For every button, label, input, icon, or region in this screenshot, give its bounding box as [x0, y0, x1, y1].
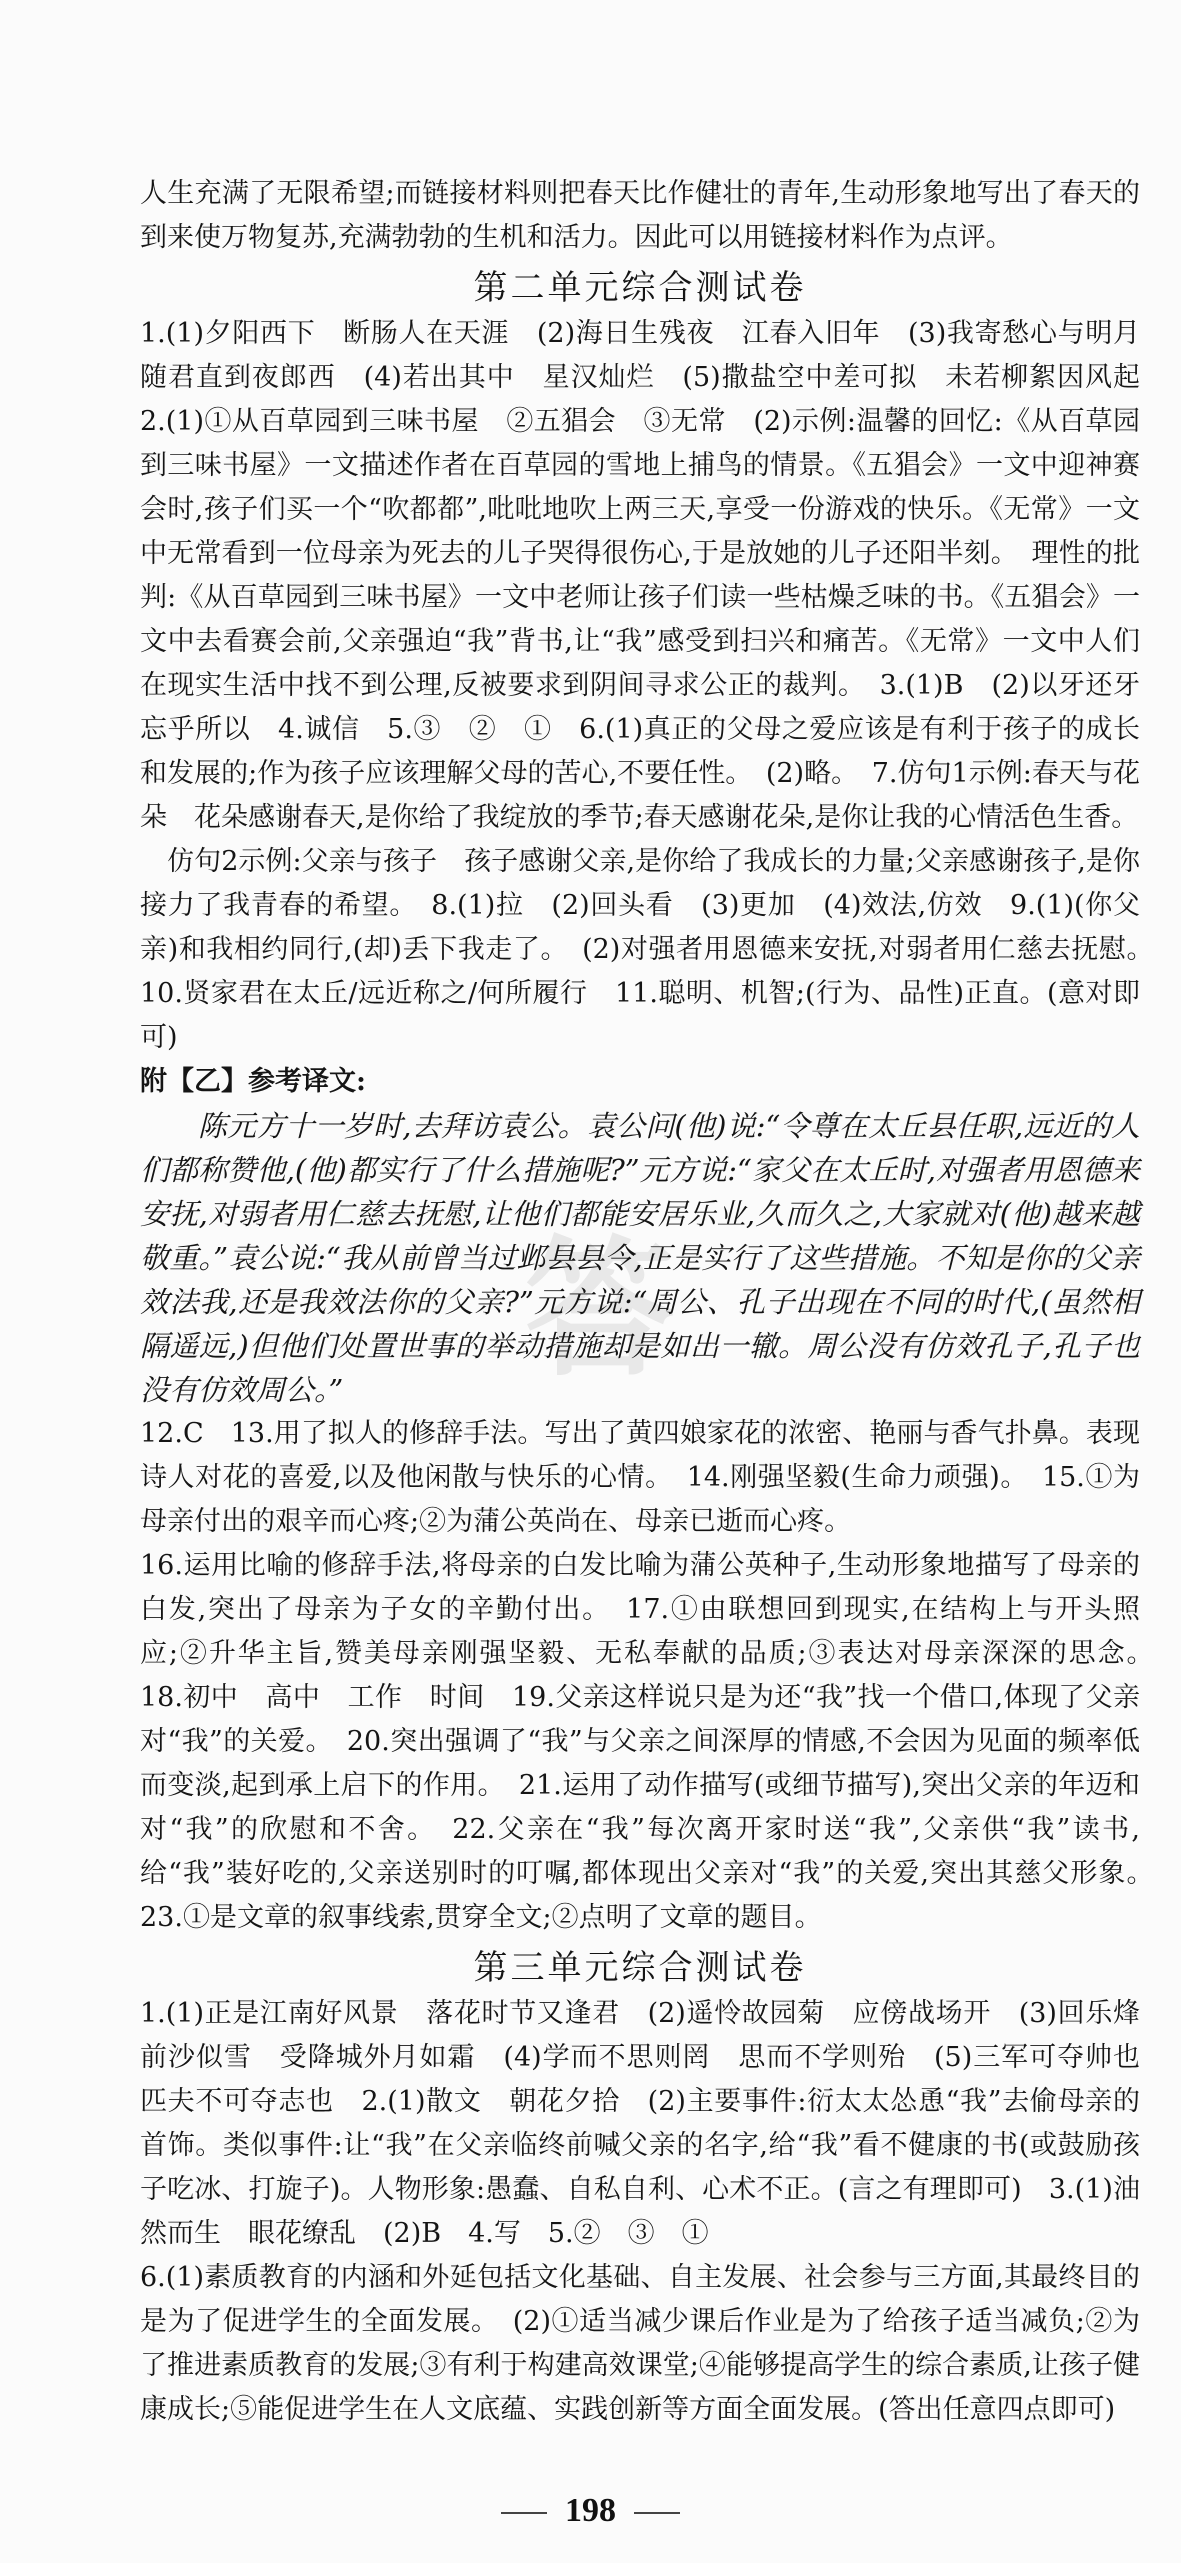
watermark-logo: 答 [524, 1223, 675, 1397]
text-column [140, 172, 1167, 2432]
translation-label: 附【乙】参考译文: [140, 1066, 366, 1097]
paragraph-intro: 人生充满了无限希望;而链接材料则把春天比作健壮的青年,生动形象地写出了春天的到来使万物复苏,充满勃勃的生机和活力。因此可以用链接材料作为点评。 [140, 178, 1140, 253]
unit3-title: 第三单元综合测试卷 [473, 1948, 807, 1988]
unit2-answers-4: 16.运用比喻的修辞手法,将母亲的白发比喻为蒲公英种子,生动形象地描写了母亲的白发,突出了母亲为子女的辛勤付出。 17.①由联想回到现实,在结构上与开头照应;②升华主旨,赞美母亲刚强坚毅、无私奉献的品质;③表达对母亲深深的思念。 18.初中 高中 工作 时间 19.父亲这样说只是为还“我”找一个借口,体现了父亲对“我”的关爱。 20.突出强调了“我”与父亲之间深厚的情感,不会因为见面的频率低而变淡,起到承上启下的作用。 21.运用了动作描写(或细节描写),突出父亲的年迈和对“我”的欣慰和不舍。 22.父亲在“我”每次离开家时送“我”,父亲供“我”读书,给“我”装好吃的,父亲送别时的叮嘱,都体现出父亲对“我”的关爱,突出其慈父形象。 23.①是文章的叙事线索,贯穿全文;②点明了文章的题目。 [140, 1550, 1167, 1933]
unit2-answers-2: 仿句2示例:父亲与孩子 孩子感谢父亲,是你给了我成长的力量;父亲感谢孩子,是你接力了我青春的希望。 8.(1)拉 (2)回头看 (3)更加 (4)效法,仿效 9.(1)(你父亲)和我相约同行,(却)丢下我走了。 (2)对强者用恩德来安抚,对弱者用仁慈去抚慰。 10.贤家君在太丘/远近称之/何所履行 11.聪明、机智;(行为、品性)正直。(意对即可) [140, 846, 1167, 1053]
unit2-title: 第二单元综合测试卷 [473, 268, 807, 308]
unit3-answers-2: 6.(1)素质教育的内涵和外延包括文化基础、自主发展、社会参与三方面,其最终目的是为了促进学生的全面发展。 (2)①适当减少课后作业是为了给孩子适当减负;②为了推进素质教育的发展;③有利于构建高效课堂;④能够提高学生的综合素质,让孩子健康成长;⑤能促进学生在人文底蕴、实践创新等方面全面发展。(答出任意四点即可) [140, 2262, 1140, 2425]
unit2-answers-1: 1.(1)夕阳西下 断肠人在天涯 (2)海日生残夜 江春入旧年 (3)我寄愁心与明月 随君直到夜郎西 (4)若出其中 星汉灿烂 (5)撒盐空中差可拟 未若柳絮因风起 2.(1)①从百草园到三味书屋 ②五猖会 ③无常 (2)示例:温馨的回忆:《从百草园到三味书屋》一文描述作者在百草园的雪地上捕鸟的情景。《五猖会》一文中迎神赛会时,孩子们买一个“吹都都”,吡吡地吹上两三天,享受一份游戏的快乐。《无常》一文中无常看到一位母亲为死去的儿子哭得很伤心,于是放她的儿子还阳半刻。 理性的批判:《从百草园到三味书屋》一文中老师让孩子们读一些枯燥乏味的书。《五猖会》一文中去看赛会前,父亲强迫“我”背书,让“我”感受到扫兴和痛苦。《无常》一文中人们在现实生活中找不到公理,反被要求到阴间寻求公正的裁判。 3.(1)B (2)以牙还牙 忘乎所以 4.诚信 5.③ ② ① 6.(1)真正的父母之爱应该是有利于孩子的成长和发展的;作为孩子应该理解父母的苦心,不要任性。 (2)略。 7.仿句1示例:春天与花朵 花朵感谢春天,是你给了我绽放的季节;春天感谢花朵,是你让我的心情活色生香。 [140, 318, 1167, 833]
page-number-footer [0, 2492, 1181, 2530]
unit3-answers-1: 1.(1)正是江南好风景 落花时节又逢君 (2)遥怜故园菊 应傍战场开 (3)回乐烽前沙似雪 受降城外月如霜 (4)学而不思则罔 思而不学则殆 (5)三军可夺帅也 匹夫不可夺志也 2.(1)散文 朝花夕拾 (2)主要事件:衍太太怂恿“我”去偷母亲的首饰。类似事件:让“我”在父亲临终前喊父亲的名字,给“我”看不健康的书(或鼓励孩子吃冰、打旋子)。人物形象:愚蠢、自私自利、心术不正。(言之有理即可) 3.(1)油然而生 眼花缭乱 (2)B 4.写 5.② ③ ① [140, 1998, 1167, 2249]
footer-dash-left [501, 2512, 547, 2514]
page-number: 198 [565, 2492, 616, 2529]
footer-dash-right [634, 2512, 680, 2514]
unit2-answers-3: 12.C 13.用了拟人的修辞手法。写出了黄四娘家花的浓密、艳丽与香气扑鼻。表现诗人对花的喜爱,以及他闲散与快乐的心情。 14.刚强坚毅(生命力顽强)。 15.①为母亲付出的艰辛而心疼;②为蒲公英尚在、母亲已逝而心疼。 [140, 1418, 1140, 1537]
translation-text: 陈元方十一岁时,去拜访袁公。袁公问(他)说:“令尊在太丘县任职,远近的人们都称赞他,(他)都实行了什么措施呢?”元方说:“家父在太丘时,对强者用恩德来安抚,对弱者用仁慈去抚慰,让他们都能安居乐业,久而久之,大家就对(他)越来越敬重。”袁公说:“我从前曾当过邺县县令,正是实行了这些措施。不知是你的父亲效法我,还是我效法你的父亲?”元方说:“周公、孔子出现在不同的时代,(虽然相隔遥远,)但他们处置世事的举动措施却是如出一辙。周公没有仿效孔子,孔子也没有仿效周公。” [140, 1109, 1140, 1407]
